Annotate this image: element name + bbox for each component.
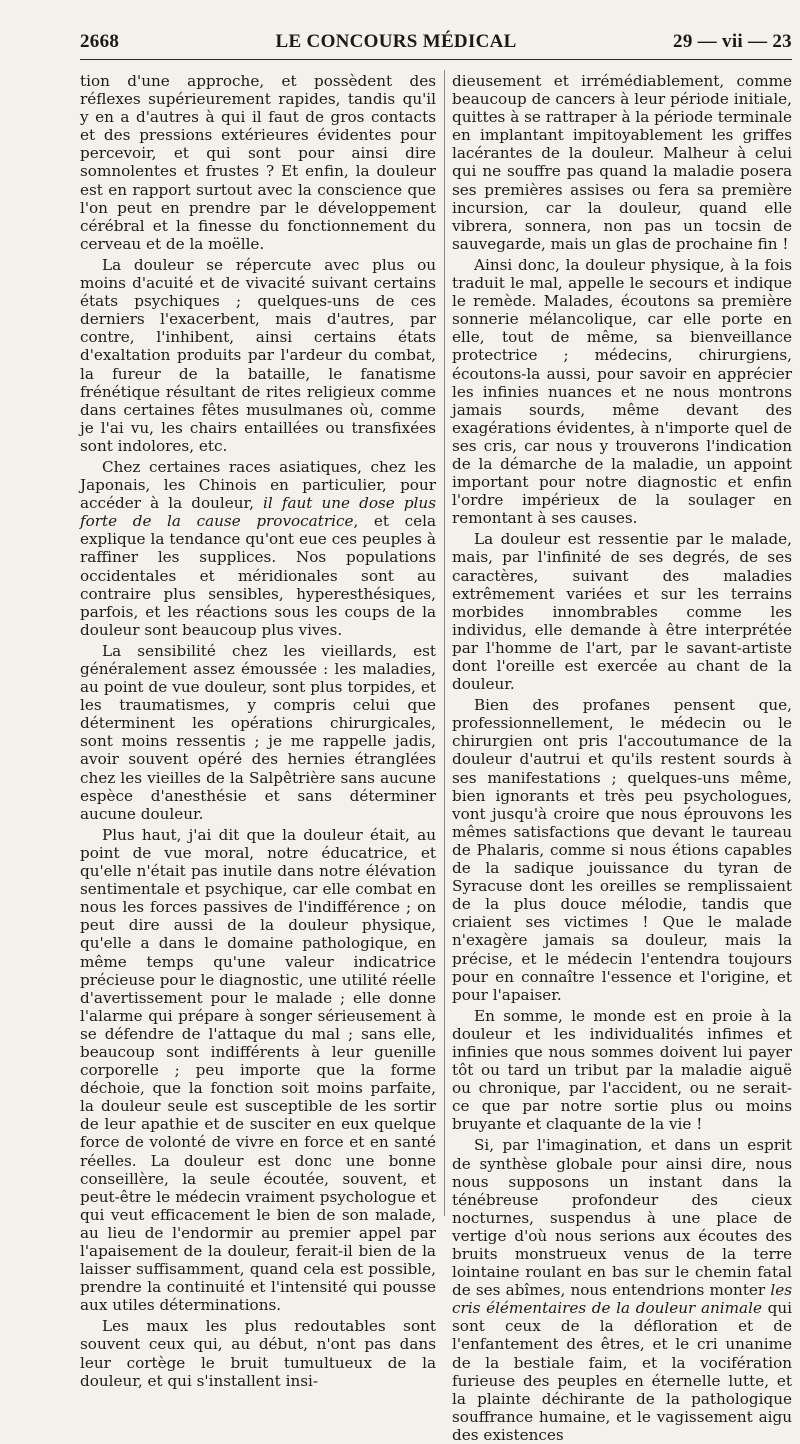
journal-title: LE CONCOURS MÉDICAL [275,31,517,52]
italic-emphasis: les cris élémentaires de la douleur animale [452,1281,792,1318]
paragraph: Les maux les plus redoutables sont souvent ceux qui, au début, n'ont pas dans leur cortège le bruit tumultueux de la douleur, et qui s'installent insi- [80,1317,436,1390]
paragraph: La douleur se répercute avec plus ou moins d'acuité et de vivacité suivant certains états psychiques ; quelques-uns de ces derniers l'exacerbent, mais d'autres, par contre, l'inhibent, ainsi certains états d'exaltation produits par l'ardeur du combat, la fureur de la bataille, le fanatisme frénétique résultant de rites religieux comme dans certaines fêtes musulmanes où, comme je l'ai vu, les chairs entaillées ou transfixées sont indolores, etc. [80,255,436,455]
paragraph: En somme, le monde est en proie à la douleur et les individualités infimes et infinies que nous sommes doivent lui payer tôt ou tard un tribut par la maladie aiguë ou chronique, par l'accident, ou ne serait-ce que par notre sortie plus ou moins bruyante et claquante de la vie ! [452,1006,792,1134]
paragraph: Plus haut, j'ai dit que la douleur était, au point de vue moral, notre éducatrice, et qu'elle n'était pas inutile dans notre élévation sentimentale et psychique, car elle combat en nous les forces passives de l'indifférence ; on peut dire aussi de la douleur physique, qu'elle a dans le domaine pathologique, en même temps qu'une valeur indicatrice précieuse pour le diagnostic, une utilité réelle d'avertissement pour le malade ; elle donne l'alarme qui prépare à songer sérieusement à se défendre de l'attaque du mal ; sans elle, beaucoup sont indifférents à leur guenille corporelle ; peu importe que la forme déchoie, que la fonction soit moins parfaite, la douleur seule est susceptible de les sortir de leur apathie et de susciter en eux quelque force de volonté de vivre en force et en santé réelles. La douleur est donc une bonne conseillère, la seule écoutée, souvent, et peut-être le médecin vraiment psychologue et qui veut efficacement le bien de son malade, au lieu de l'endormir au premier appel par l'apaisement de la douleur, ferait-il bien de la laisser suffisamment, quand cela est possible, prendre la continuité et l'intensité qui pousse aux utiles déterminations. [80,825,437,1315]
paragraph: Si, par l'imagination, et dans un esprit de synthèse globale pour ainsi dire, nous nous supposons un instant dans la ténébreuse profondeur des cieux nocturnes, suspendus à une place de vertige d'où nous serions aux écoutes des bruits monstrueux venus de la terre lointaine roulant en bas sur le chemin fatal de ses abîmes, nous entendrions monter les cris élémentaires de la douleur animale qui sont ceux de la défloration et de l'enfantement des êtres, et le cri unanime de la bestiale faim, et la vocifération furieuse des peuples en éternelle lutte, et la plainte déchirante de la pathologique souffrance humaine, et le vagissement aigu des existences [452,1136,792,1444]
issue-date: 29 — vii — 23 [673,31,792,52]
italic-emphasis: il faut une dose plus forte de la cause provocatrice [80,494,436,531]
paragraph: tion d'une approche, et possèdent des réflexes supérieurement rapides, tandis qu'il y en a d'autres à qui il faut de gros contacts et des pressions extérieures évidentes pour percevoir, et qui sont pour ainsi dire somnolentes et frustes ? Et enfin, la douleur est en rapport surtout avec la conscience que l'on peut en prendre par le développement cérébral et la finesse du fonctionnement du cerveau et de la moëlle. [80,72,436,253]
page-number: 2668 [80,31,120,52]
column-divider [444,70,445,1216]
right-column [452,72,792,1444]
paragraph: Chez certaines races asiatiques, chez les Japonais, les Chinois en particulier, pour accéder à la douleur, il faut une dose plus forte de la cause provocatrice, et cela explique la tendance qu'ont eue ces peuples à raffiner les supplices. Nos populations occidentales et méridionales sont au contraire plus sensibles, hyperesthésiques, parfois, et les réactions sous les coups de la douleur sont beaucoup plus vives. [80,457,437,639]
paragraph: La douleur est ressentie par le malade, mais, par l'infinité de ses degrés, de ses caractères, suivant des maladies extrêmement variées et sur les terrains morbides innombrables comme les individus, elle demande à être interprétée par l'homme de l'art, par le savant-artiste dont l'oreille est exercée au chant de la douleur. [452,530,792,694]
header-rule [80,59,792,60]
left-column [80,72,437,1390]
paragraph: dieusement et irrémédiablement, comme beaucoup de cancers à leur période initiale, quittes à se rattraper à la période terminale en implantant impitoyablement les griffes lacérantes de la douleur. Malheur à celui qui ne souffre pas quand la maladie posera ses premières assises ou fera sa première incursion, car la douleur, quand elle vibrera, sonnera, non pas un tocsin de sauvegarde, mais un glas de prochaine fin ! [452,72,792,253]
paragraph: Bien des profanes pensent que, professionnellement, le médecin ou le chirurgien ont pris l'accoutumance de la douleur d'autrui et qu'ils restent sourds à ses manifestations ; quelques-uns même, bien ignorants et très peu psychologues, vont jusqu'à croire que nous éprouvons les mêmes satisfactions que devant le taureau de Phalaris, comme si nous étions capables de la sadique jouissance du tyran de Syracuse dont les oreilles se remplissaient de la plus douce mélodie, tandis que criaient ses victimes ! Que le malade n'exagère jamais sa douleur, mais la précise, et le médecin l'entendra toujours pour en connaître l'essence et l'origine, et pour l'apaiser. [452,696,792,1004]
paragraph: Ainsi donc, la douleur physique, à la fois traduit le mal, appelle le secours et indique le remède. Malades, écoutons sa première sonnerie mélancolique, car elle porte en elle, tout de même, sa bienveillance protectrice ; médecins, chirurgiens, écoutons-la aussi, pour savoir en apprécier les infinies nuances et ne nous montrons jamais sourds, même devant des exagérations évidentes, à n'importe quel de ses cris, car nous y trouverons l'indication de la démarche de la maladie, un appoint important pour notre diagnostic et enfin l'ordre impérieux de la soulager en remontant à ses causes. [452,255,792,528]
paragraph: La sensibilité chez les vieillards, est généralement assez émoussée : les maladies, au point de vue douleur, sont plus torpides, et les traumatismes, y compris celui que déterminent les opérations chirurgicales, sont moins ressentis ; je me rappelle jadis, avoir souvent opéré des hernies étranglées chez les vieilles de la Salpêtrière sans aucune espèce d'anesthésie et sans déterminer aucune douleur. [80,641,436,823]
running-header [80,28,792,56]
